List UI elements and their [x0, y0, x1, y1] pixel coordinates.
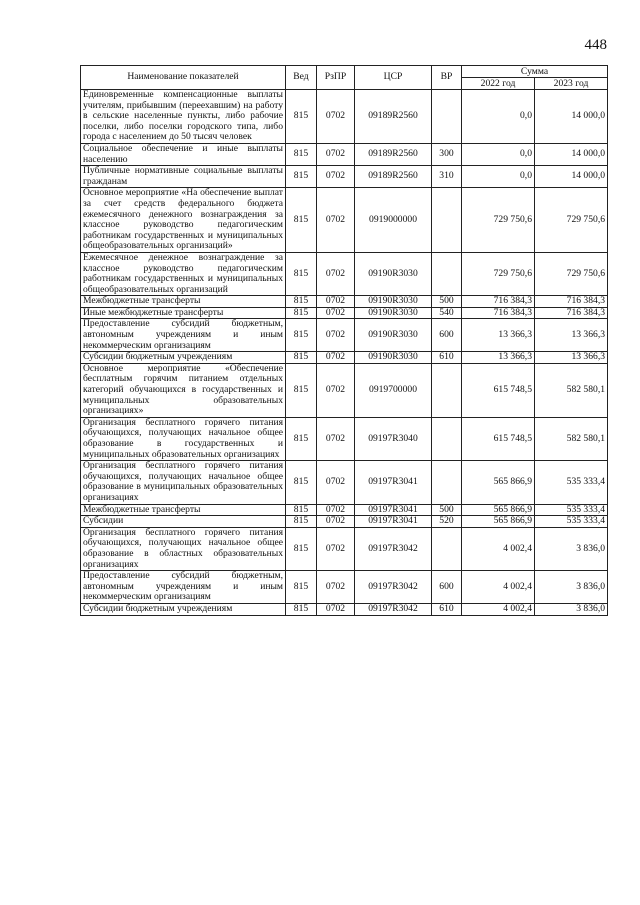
row-ved: 815	[286, 527, 317, 570]
row-sum-2022: 13 366,3	[462, 352, 535, 364]
row-name: Субсидии бюджетным учреждениям	[81, 603, 286, 615]
budget-table	[80, 65, 608, 616]
row-csr: 09190R3030	[355, 296, 432, 308]
row-rzpr: 0702	[317, 363, 355, 417]
row-sum-2022: 13 366,3	[462, 319, 535, 352]
row-csr: 09197R3041	[355, 504, 432, 516]
row-sum-2022: 615 748,5	[462, 363, 535, 417]
row-sum-2022: 4 002,4	[462, 571, 535, 604]
row-vr: 610	[432, 603, 462, 615]
row-csr: 09190R3030	[355, 307, 432, 319]
row-csr: 09197R3040	[355, 417, 432, 460]
row-vr	[432, 90, 462, 144]
row-rzpr: 0702	[317, 296, 355, 308]
row-ved: 815	[286, 603, 317, 615]
row-name: Публичные нормативные социальные выплаты гражданам	[81, 166, 286, 188]
row-rzpr: 0702	[317, 188, 355, 253]
row-name: Межбюджетные трансферты	[81, 296, 286, 308]
row-vr	[432, 363, 462, 417]
row-sum-2022: 4 002,4	[462, 603, 535, 615]
row-rzpr: 0702	[317, 252, 355, 295]
row-sum-2022: 615 748,5	[462, 417, 535, 460]
row-rzpr: 0702	[317, 516, 355, 528]
row-rzpr: 0702	[317, 504, 355, 516]
header-year-2023: 2023 год	[535, 78, 608, 90]
table-row	[81, 352, 608, 364]
row-name: Иные межбюджетные трансферты	[81, 307, 286, 319]
row-vr: 500	[432, 296, 462, 308]
table-row	[81, 417, 608, 460]
header-year-2022: 2022 год	[462, 78, 535, 90]
row-ved: 815	[286, 307, 317, 319]
row-csr: 09189R2560	[355, 143, 432, 165]
row-csr: 09189R2560	[355, 90, 432, 144]
row-rzpr: 0702	[317, 166, 355, 188]
row-ved: 815	[286, 571, 317, 604]
row-ved: 815	[286, 252, 317, 295]
row-csr: 09190R3030	[355, 252, 432, 295]
row-sum-2023: 14 000,0	[535, 166, 608, 188]
row-name: Субсидии бюджетным учреждениям	[81, 352, 286, 364]
table-row	[81, 603, 608, 615]
row-name: Предоставление субсидий бюджетным, автономным учреждениям и иным некоммерческим организациям	[81, 319, 286, 352]
row-sum-2022: 716 384,3	[462, 296, 535, 308]
table-row	[81, 461, 608, 504]
row-sum-2023: 582 580,1	[535, 363, 608, 417]
row-sum-2023: 14 000,0	[535, 143, 608, 165]
row-csr: 09197R3042	[355, 527, 432, 570]
row-sum-2022: 729 750,6	[462, 252, 535, 295]
row-ved: 815	[286, 461, 317, 504]
row-csr: 09197R3042	[355, 571, 432, 604]
row-csr: 0919000000	[355, 188, 432, 253]
row-sum-2022: 0,0	[462, 90, 535, 144]
row-sum-2023: 716 384,3	[535, 296, 608, 308]
row-sum-2023: 729 750,6	[535, 188, 608, 253]
row-ved: 815	[286, 188, 317, 253]
row-sum-2023: 3 836,0	[535, 527, 608, 570]
row-ved: 815	[286, 363, 317, 417]
header-rzpr: РзПР	[317, 66, 355, 90]
row-csr: 09190R3030	[355, 319, 432, 352]
table-row	[81, 516, 608, 528]
row-sum-2022: 565 866,9	[462, 516, 535, 528]
row-vr: 600	[432, 571, 462, 604]
row-vr	[432, 461, 462, 504]
row-name: Основное мероприятие «Обеспечение бесплатным горячим питанием отдельных категорий обучающихся в государственных и муниципальных образовательных организациях»	[81, 363, 286, 417]
row-ved: 815	[286, 516, 317, 528]
table-row	[81, 143, 608, 165]
row-rzpr: 0702	[317, 352, 355, 364]
row-csr: 09190R3030	[355, 352, 432, 364]
row-vr: 300	[432, 143, 462, 165]
row-rzpr: 0702	[317, 603, 355, 615]
row-name: Единовременные компенсационные выплаты учителям, прибывшим (переехавшим) на работу в сельские населенные пункты, либо рабочие поселки, либо поселки городского типа, либо города с населением до 50 тысяч человек	[81, 90, 286, 144]
row-vr: 540	[432, 307, 462, 319]
row-rzpr: 0702	[317, 527, 355, 570]
row-rzpr: 0702	[317, 461, 355, 504]
row-sum-2023: 3 836,0	[535, 603, 608, 615]
row-rzpr: 0702	[317, 90, 355, 144]
row-vr: 500	[432, 504, 462, 516]
row-rzpr: 0702	[317, 571, 355, 604]
row-sum-2022: 4 002,4	[462, 527, 535, 570]
row-vr	[432, 188, 462, 253]
row-ved: 815	[286, 143, 317, 165]
header-vr: ВР	[432, 66, 462, 90]
row-name: Ежемесячное денежное вознаграждение за классное руководство педагогическим работникам государственных и муниципальных общеобразовательных организаций	[81, 252, 286, 295]
table-row	[81, 571, 608, 604]
row-vr	[432, 252, 462, 295]
row-csr: 09197R3041	[355, 461, 432, 504]
table-row	[81, 504, 608, 516]
row-name: Социальное обеспечение и иные выплаты населению	[81, 143, 286, 165]
row-ved: 815	[286, 504, 317, 516]
row-sum-2023: 716 384,3	[535, 307, 608, 319]
row-csr: 09197R3042	[355, 603, 432, 615]
row-sum-2023: 13 366,3	[535, 319, 608, 352]
row-name: Организация бесплатного горячего питания обучающихся, получающих начальное общее образование в муниципальных образовательных организациях	[81, 461, 286, 504]
table-row	[81, 307, 608, 319]
table-row	[81, 319, 608, 352]
row-csr: 09189R2560	[355, 166, 432, 188]
row-name: Межбюджетные трансферты	[81, 504, 286, 516]
row-sum-2023: 535 333,4	[535, 461, 608, 504]
row-name: Субсидии	[81, 516, 286, 528]
row-ved: 815	[286, 166, 317, 188]
row-rzpr: 0702	[317, 307, 355, 319]
row-sum-2023: 13 366,3	[535, 352, 608, 364]
row-rzpr: 0702	[317, 319, 355, 352]
row-sum-2022: 0,0	[462, 166, 535, 188]
row-sum-2022: 565 866,9	[462, 461, 535, 504]
row-ved: 815	[286, 352, 317, 364]
row-rzpr: 0702	[317, 143, 355, 165]
row-vr: 600	[432, 319, 462, 352]
row-name: Основное мероприятие «На обеспечение выплат за счет средств федерального бюджета ежемесячного денежного вознаграждения за классное руководство педагогическим работникам государственных и муниципальных общеобразовательных организаций»	[81, 188, 286, 253]
row-csr: 0919700000	[355, 363, 432, 417]
header-csr: ЦСР	[355, 66, 432, 90]
row-vr: 610	[432, 352, 462, 364]
row-sum-2023: 3 836,0	[535, 571, 608, 604]
row-sum-2023: 582 580,1	[535, 417, 608, 460]
row-name: Предоставление субсидий бюджетным, автономным учреждениям и иным некоммерческим организациям	[81, 571, 286, 604]
row-sum-2023: 14 000,0	[535, 90, 608, 144]
page-number: 448	[584, 37, 607, 53]
row-sum-2022: 716 384,3	[462, 307, 535, 319]
table-row	[81, 166, 608, 188]
row-name: Организация бесплатного горячего питания обучающихся, получающих начальное общее образование в государственных и муниципальных образовательных организациях	[81, 417, 286, 460]
row-ved: 815	[286, 319, 317, 352]
row-vr: 520	[432, 516, 462, 528]
row-vr	[432, 527, 462, 570]
table-row	[81, 296, 608, 308]
table-row	[81, 252, 608, 295]
row-vr: 310	[432, 166, 462, 188]
row-sum-2022: 729 750,6	[462, 188, 535, 253]
table-row	[81, 363, 608, 417]
table-body	[81, 90, 608, 616]
row-ved: 815	[286, 296, 317, 308]
row-sum-2023: 535 333,4	[535, 516, 608, 528]
row-csr: 09197R3041	[355, 516, 432, 528]
row-vr	[432, 417, 462, 460]
row-ved: 815	[286, 90, 317, 144]
header-row	[81, 66, 608, 78]
row-sum-2023: 535 333,4	[535, 504, 608, 516]
row-sum-2023: 729 750,6	[535, 252, 608, 295]
row-rzpr: 0702	[317, 417, 355, 460]
table-row	[81, 188, 608, 253]
header-name: Наименование показателей	[81, 66, 286, 90]
table-row	[81, 90, 608, 144]
table-row	[81, 527, 608, 570]
row-sum-2022: 565 866,9	[462, 504, 535, 516]
row-ved: 815	[286, 417, 317, 460]
row-name: Организация бесплатного горячего питания обучающихся, получающих начальное общее образование в областных образовательных организациях	[81, 527, 286, 570]
row-sum-2022: 0,0	[462, 143, 535, 165]
header-sum: Сумма	[462, 66, 608, 78]
header-ved: Вед	[286, 66, 317, 90]
